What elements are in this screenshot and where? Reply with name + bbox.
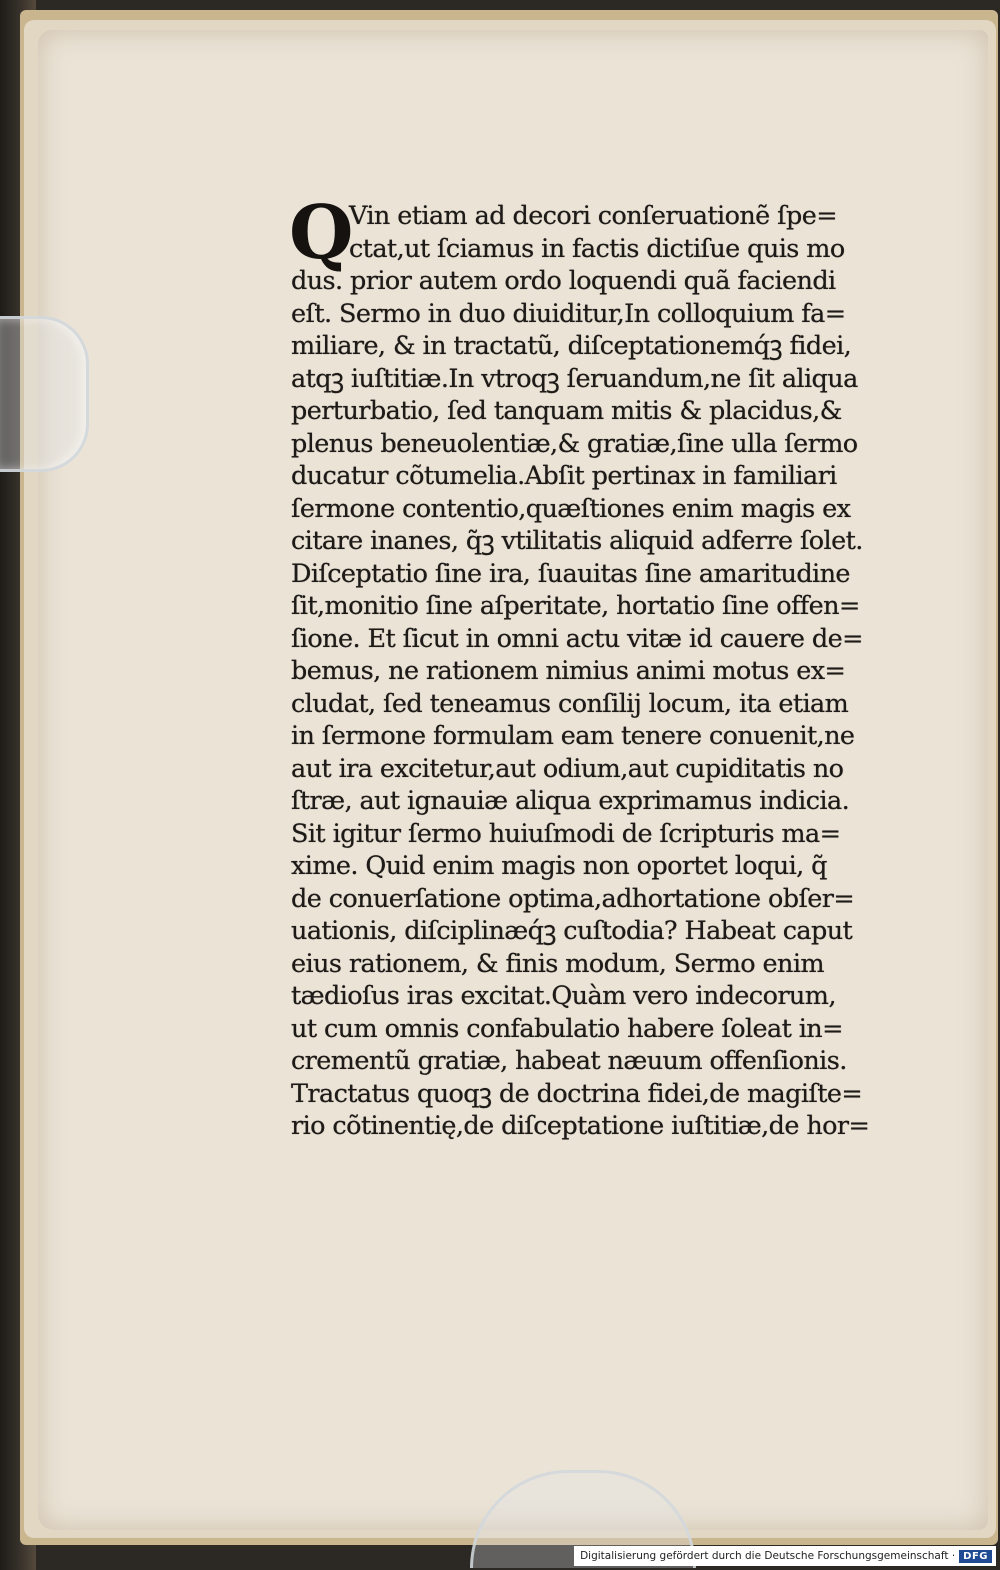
digitization-credit: [574, 1546, 996, 1566]
text-line: de conuerſatione optima,adhortatione obſer=: [291, 883, 855, 914]
text-line: ut cum omnis confabulatio habere ſoleat in=: [291, 1013, 843, 1044]
text-line: xime. Quid enim magis non oportet loqui, q̃: [291, 851, 827, 881]
text-line: in ſermone formulam eam tenere conuenit,ne: [291, 721, 855, 751]
text-line: citare inanes, q̃ꝫ vtilitatis aliquid adferre ſolet.: [291, 526, 863, 556]
text-line: cludat, ſed teneamus conſilij locum, ita etiam: [291, 688, 849, 719]
text-line: ſit,monitio ſine aſperitate, hortatio ſine offen=: [291, 591, 860, 621]
dfg-logo: DFG: [959, 1550, 992, 1563]
text-line: Tractatus quoqꝫ de doctrina fidei,de magiſte=: [291, 1078, 863, 1109]
initial-letter: Q: [289, 190, 354, 276]
text-line: tædioſus iras excitat.Quàm vero indecorum,: [291, 981, 836, 1011]
text-line: aut ira excitetur,aut odium,aut cupiditatis no: [291, 753, 844, 784]
text-line: bemus, ne rationem nimius animi motus ex=: [291, 656, 846, 686]
text-line: perturbatio, ſed tanquam mitis & placidus,&: [291, 396, 842, 426]
text-line: ſermone contentio,quæſtiones enim magis ex: [291, 493, 851, 524]
text-line: miliare, & in tractatũ, diſceptationemq́ꝫ fidei,: [291, 331, 852, 361]
text-line: eſt. Sermo in duo diuiditur,In colloquium fa=: [291, 298, 846, 329]
text-line: dus. prior autem ordo loquendi quã faciendi: [291, 266, 836, 296]
text-line: ducatur cõtumelia.Abſit pertinax in familiari: [291, 461, 837, 491]
text-line: Diſceptatio ſine ira, ſuauitas ſine amaritudine: [291, 558, 850, 589]
text-line: Sit igitur ſermo huiuſmodi de ſcripturis ma=: [291, 818, 841, 849]
text-line: plenus beneuolentiæ,& gratiæ,ſine ulla ſermo: [291, 428, 858, 459]
text-line: uationis, diſciplinæq́ꝫ cuſtodia? Habeat caput: [291, 916, 853, 946]
text-block: [289, 190, 941, 1143]
text-line: atqꝫ iuſtitiæ.In vtroqꝫ ſeruandum,ne ſit aliqua: [291, 363, 858, 394]
text-line: ctat,ut ſciamus in factis dictiſue quis mo: [349, 233, 845, 264]
text-line: rio cõtinentię,de diſceptatione iuſtitiæ,de hor=: [291, 1111, 870, 1141]
text-line: ſione. Et ſicut in omni actu vitæ id cauere de=: [291, 623, 863, 654]
credit-text: Digitalisierung gefördert durch die Deutsche Forschungsgemeinschaft ·: [580, 1550, 956, 1562]
book-page: [38, 30, 988, 1530]
page-clamp-left: [0, 316, 89, 472]
text-line: Vin etiam ad decori conſeruationẽ ſpe=: [349, 201, 837, 231]
text-line: eius rationem, & finis modum, Sermo enim: [291, 948, 824, 979]
text-line: crementũ gratiæ, habeat næuum offenſionis.: [291, 1046, 847, 1076]
text-line: ſtræ, aut ignauiæ aliqua exprimamus indicia.: [291, 786, 850, 816]
